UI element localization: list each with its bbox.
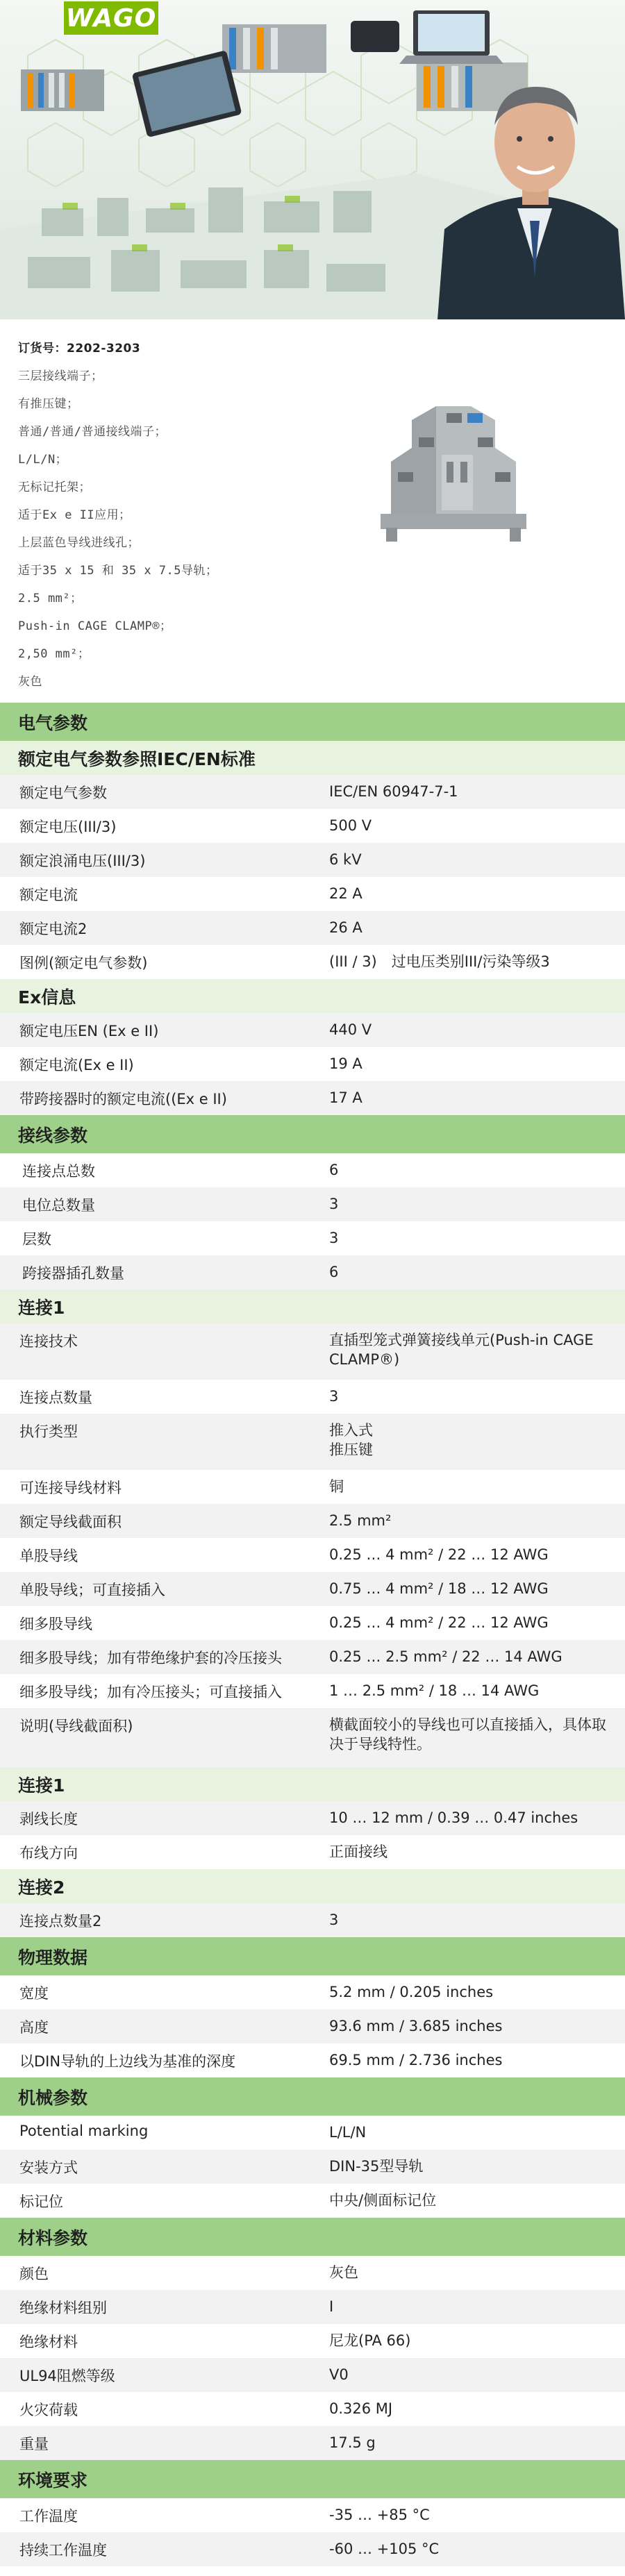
spec-value: 直插型笼式弹簧接线单元(Push-in CAGE CLAMP®)	[329, 1332, 594, 1368]
spec-value: 3	[329, 1230, 339, 1246]
spec-label: 绝缘材料	[19, 2334, 78, 2350]
spec-value: 17 A	[329, 1089, 362, 1106]
product-info	[0, 319, 625, 703]
spec-value: 中央/侧面标记位	[329, 2192, 437, 2209]
feature-line: 有推压键；	[18, 397, 79, 411]
order-number: 订货号：2202-3203	[18, 342, 141, 356]
spec-label: 额定浪涌电压(III/3)	[19, 853, 146, 869]
spec-value: 26 A	[329, 919, 362, 936]
spec-row	[0, 1674, 625, 1708]
spec-label: 高度	[19, 2019, 49, 2036]
spec-value: 22 A	[329, 885, 362, 902]
spec-row	[0, 1414, 625, 1470]
spec-value: 6 kV	[329, 851, 362, 868]
spec-row	[0, 2392, 625, 2426]
spec-label: 以DIN导轨的上边线为基准的深度	[19, 2053, 236, 2070]
spec-label: 火灾荷载	[19, 2402, 78, 2418]
spec-value: 铜	[329, 1478, 344, 1495]
spec-label: 带跨接器时的额定电流((Ex e II)	[19, 1091, 227, 1107]
spec-label: 单股导线	[19, 1548, 78, 1564]
spec-label: 额定电压EN (Ex e II)	[19, 1023, 159, 1039]
spec-row	[0, 2324, 625, 2358]
spec-row	[0, 1047, 625, 1081]
spec-value: 440 V	[329, 1021, 372, 1038]
feature-line: 灰色	[18, 675, 42, 689]
spec-value: 5.2 mm / 0.205 inches	[329, 1984, 494, 2000]
spec-row	[0, 1221, 625, 1255]
spec-row	[0, 1013, 625, 1047]
spec-label: 标记位	[19, 2193, 63, 2210]
spec-value: 正面接线	[329, 1843, 388, 1860]
spec-value: -35 … +85 °C	[329, 2507, 430, 2523]
spec-value: V0	[329, 2366, 349, 2383]
spec-value: IEC/EN 60947-7-1	[329, 783, 458, 800]
spec-value: 2.5 mm²	[329, 1512, 392, 1529]
spec-label: 额定电流2	[19, 921, 88, 937]
spec-label: 持续工作温度	[19, 2542, 107, 2559]
spec-value: 500 V	[329, 817, 372, 834]
spec-value: 69.5 mm / 2.736 inches	[329, 2052, 503, 2068]
spec-value: 推入式 推压键	[329, 1422, 373, 1458]
section-mechanical: 机械参数	[0, 2077, 625, 2116]
spec-value: 0.326 MJ	[329, 2400, 393, 2417]
spec-label: 执行类型	[19, 1423, 78, 1440]
spec-row	[0, 945, 625, 979]
feature-line: 适于Ex e II应用；	[18, 508, 131, 522]
spec-value: 6	[329, 1264, 339, 1280]
section-environment: 环境要求	[0, 2460, 625, 2498]
section-material: 材料参数	[0, 2218, 625, 2256]
spec-value: 1 … 2.5 mm² / 18 … 14 AWG	[329, 1682, 540, 1699]
spec-row	[0, 2358, 625, 2392]
spec-row	[0, 1801, 625, 1835]
spec-value: 93.6 mm / 3.685 inches	[329, 2018, 503, 2034]
spec-label: 额定电流	[19, 887, 78, 903]
spec-label: 额定电流(Ex e II)	[19, 1057, 134, 1073]
spec-value: 19 A	[329, 1055, 362, 1072]
spec-label: 连接技术	[19, 1333, 78, 1350]
spec-value: I	[329, 2298, 334, 2315]
hero-banner	[0, 0, 625, 319]
spec-value: -60 … +105 °C	[329, 2541, 440, 2557]
feature-line: 上层蓝色导线进线孔；	[18, 536, 140, 550]
spec-label: 连接点数量2	[19, 1913, 102, 1930]
spec-label: 细多股导线；加有带绝缘护套的冷压接头	[19, 1650, 282, 1666]
feature-line: 适于35 x 15 和 35 x 7.5导轨；	[18, 564, 218, 578]
spec-label: 布线方向	[19, 1845, 78, 1862]
hero-illustration	[0, 0, 625, 319]
spec-row	[0, 1081, 625, 1115]
spec-row	[0, 2184, 625, 2218]
spec-value: 0.25 … 4 mm² / 22 … 12 AWG	[329, 1546, 549, 1563]
spec-value: (III / 3) 过电压类别III/污染等级3	[329, 953, 550, 970]
spec-value: 横截面较小的导线也可以直接插入，具体取决于导线特性。	[329, 1716, 606, 1753]
spec-label: 颜色	[19, 2266, 49, 2282]
spec-label: 跨接器插孔数量	[22, 1265, 124, 1282]
feature-line: 三层接线端子；	[18, 369, 103, 383]
spec-row	[0, 2043, 625, 2077]
spec-value: 3	[329, 1388, 339, 1405]
spec-row	[0, 2532, 625, 2566]
subsection-connection2: 连接2	[0, 1869, 625, 1903]
spec-label: 连接点总数	[22, 1163, 95, 1180]
feature-line: 普通/普通/普通接线端子；	[18, 425, 167, 439]
subsection-iec: 额定电气参数参照IEC/EN标准	[0, 741, 625, 775]
spec-value: 3	[329, 1196, 339, 1212]
spec-row	[0, 1835, 625, 1869]
spec-row	[0, 843, 625, 877]
spec-row	[0, 1708, 625, 1767]
spec-label: 额定导线截面积	[19, 1514, 122, 1530]
feature-line: 2.5 mm²；	[18, 592, 83, 605]
subsection-ex: Ex信息	[0, 979, 625, 1013]
spec-row	[0, 1470, 625, 1504]
feature-line: 2,50 mm²；	[18, 647, 90, 661]
section-physical: 物理数据	[0, 1937, 625, 1975]
spec-row	[0, 2116, 625, 2150]
spec-row	[0, 2009, 625, 2043]
spec-value: 17.5 g	[329, 2434, 376, 2451]
spec-label: 剥线长度	[19, 1811, 78, 1828]
spec-label: 工作温度	[19, 2508, 78, 2525]
spec-value: 6	[329, 1162, 339, 1178]
spec-table	[0, 703, 625, 2566]
spec-row	[0, 1975, 625, 2009]
feature-line: L/L/N；	[18, 453, 68, 467]
spec-row	[0, 2256, 625, 2290]
feature-line: Push-in CAGE CLAMP®；	[18, 619, 172, 633]
spec-value: 10 … 12 mm / 0.39 … 0.47 inches	[329, 1809, 578, 1826]
logo-text: WAGO	[65, 3, 157, 33]
spec-label: 额定电压(III/3)	[19, 819, 117, 835]
spec-value: DIN-35型导轨	[329, 2158, 424, 2175]
spec-label: 细多股导线	[19, 1616, 92, 1632]
spec-label: 可连接导线材料	[19, 1480, 122, 1496]
spec-row	[0, 775, 625, 809]
spec-label: 宽度	[19, 1985, 49, 2002]
spec-label: Potential marking	[19, 2123, 149, 2139]
spec-row	[0, 1255, 625, 1289]
spec-row	[0, 2150, 625, 2184]
spec-row	[0, 2290, 625, 2324]
spec-label: 图例(额定电气参数)	[19, 955, 148, 971]
spec-label: 重量	[19, 2436, 49, 2452]
spec-value: 灰色	[329, 2264, 358, 2281]
spec-value: 0.25 … 4 mm² / 22 … 12 AWG	[329, 1614, 549, 1631]
terminal-block-image	[381, 406, 526, 545]
spec-label: 单股导线；可直接插入	[19, 1582, 165, 1598]
spec-row	[0, 1504, 625, 1538]
spec-row	[0, 1606, 625, 1640]
spec-value: 0.75 … 4 mm² / 18 … 12 AWG	[329, 1580, 549, 1597]
spec-value: 3	[329, 1912, 339, 1928]
spec-label: 绝缘材料组别	[19, 2300, 107, 2316]
spec-row	[0, 809, 625, 843]
feature-line: 无标记托架；	[18, 480, 91, 494]
spec-label: 电位总数量	[22, 1197, 95, 1214]
spec-label: 说明(导线截面积)	[19, 1718, 133, 1734]
subsection-connection1: 连接1	[0, 1289, 625, 1323]
spec-row	[0, 1380, 625, 1414]
spec-row	[0, 877, 625, 911]
spec-label: UL94阻燃等级	[19, 2368, 115, 2384]
wago-logo[interactable]	[64, 1, 158, 35]
spec-row	[0, 1903, 625, 1937]
spec-label: 细多股导线；加有冷压接头；可直接插入	[19, 1684, 282, 1700]
spec-row	[0, 1640, 625, 1674]
spec-value: 尼龙(PA 66)	[329, 2332, 411, 2349]
spec-label: 层数	[22, 1231, 51, 1248]
spec-row	[0, 2426, 625, 2460]
spec-row	[0, 1153, 625, 1187]
spec-label: 连接点数量	[19, 1389, 92, 1406]
subsection-connection1-wiring: 连接1	[0, 1767, 625, 1801]
spec-row	[0, 1323, 625, 1380]
spec-row	[0, 911, 625, 945]
spec-row	[0, 1572, 625, 1606]
spec-label: 安装方式	[19, 2159, 78, 2176]
spec-row	[0, 1538, 625, 1572]
spec-value: 0.25 … 2.5 mm² / 22 … 14 AWG	[329, 1648, 562, 1665]
section-electrical: 电气参数	[0, 703, 625, 741]
spec-label: 额定电气参数	[19, 785, 107, 801]
spec-value: L/L/N	[329, 2124, 367, 2141]
spec-row	[0, 2498, 625, 2532]
section-wiring: 接线参数	[0, 1115, 625, 1153]
spec-row	[0, 1187, 625, 1221]
